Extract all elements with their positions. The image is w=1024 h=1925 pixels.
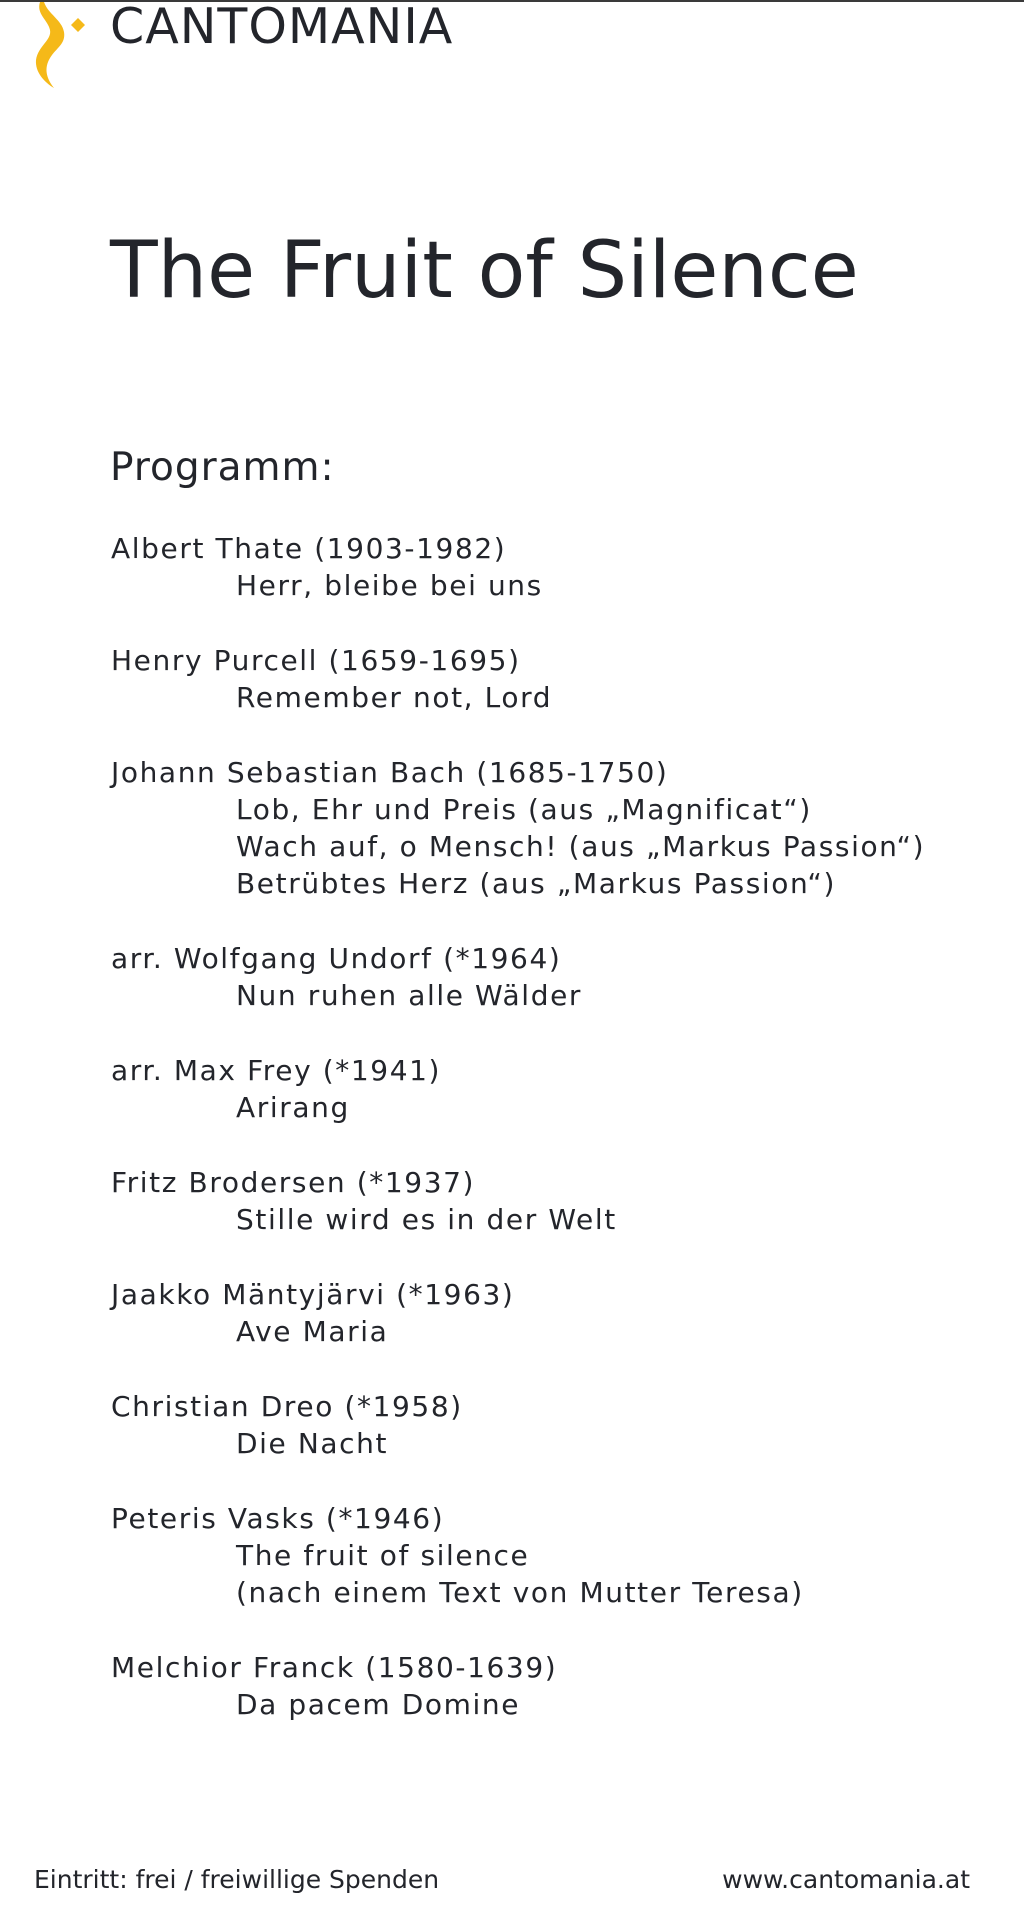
composer: Jaakko Mäntyjärvi (*1963) [111,1278,515,1311]
composer: Christian Dreo (*1958) [111,1390,463,1423]
program-entry [111,940,991,1014]
piece-title: Arirang [236,1091,350,1124]
piece-title: Betrübtes Herz (aus „Markus Passion“) [236,867,836,900]
brand-logo [32,0,453,92]
composer: Peteris Vasks (*1946) [111,1502,445,1535]
composer: Albert Thate (1903-1982) [111,532,507,565]
admission-note: Eintritt: frei / freiwillige Spenden [34,1865,440,1894]
piece-title: The fruit of silence [236,1539,530,1572]
website-link[interactable]: www.cantomania.at [722,1865,970,1894]
program-entry [111,1164,991,1238]
piece-title: Stille wird es in der Welt [236,1203,617,1236]
piece-title: Lob, Ehr und Preis (aus „Magnificat“) [236,793,812,826]
brand-name: CANTOMANIA [110,0,454,55]
program-entry [111,754,991,902]
piece-title: (nach einem Text von Mutter Teresa) [236,1576,804,1609]
piece-title: Remember not, Lord [236,681,553,714]
composer: Fritz Brodersen (*1937) [111,1166,476,1199]
program-heading: Programm: [110,445,335,490]
piece-title: Da pacem Domine [236,1688,521,1721]
composer: Melchior Franck (1580-1639) [111,1651,558,1684]
piece-title: Wach auf, o Mensch! (aus „Markus Passion“) [236,830,926,863]
piece-title: Ave Maria [236,1315,389,1348]
composer: arr. Wolfgang Undorf (*1964) [111,942,562,975]
program-entry [111,1052,991,1126]
program-entry [111,530,991,604]
page-title: The Fruit of Silence [110,226,859,316]
composer: arr. Max Frey (*1941) [111,1054,442,1087]
composer: Henry Purcell (1659-1695) [111,644,521,677]
piece-title: Die Nacht [236,1427,389,1460]
piece-title: Nun ruhen alle Wälder [236,979,583,1012]
piece-title: Herr, bleibe bei uns [236,569,543,602]
program-entry [111,1276,991,1350]
program-entry [111,1388,991,1462]
program-entry [111,1500,991,1611]
program-list [111,530,991,1761]
choir-singer-logo-icon [32,0,102,92]
program-entry [111,1649,991,1723]
program-entry [111,642,991,716]
composer: Johann Sebastian Bach (1685-1750) [111,756,669,789]
